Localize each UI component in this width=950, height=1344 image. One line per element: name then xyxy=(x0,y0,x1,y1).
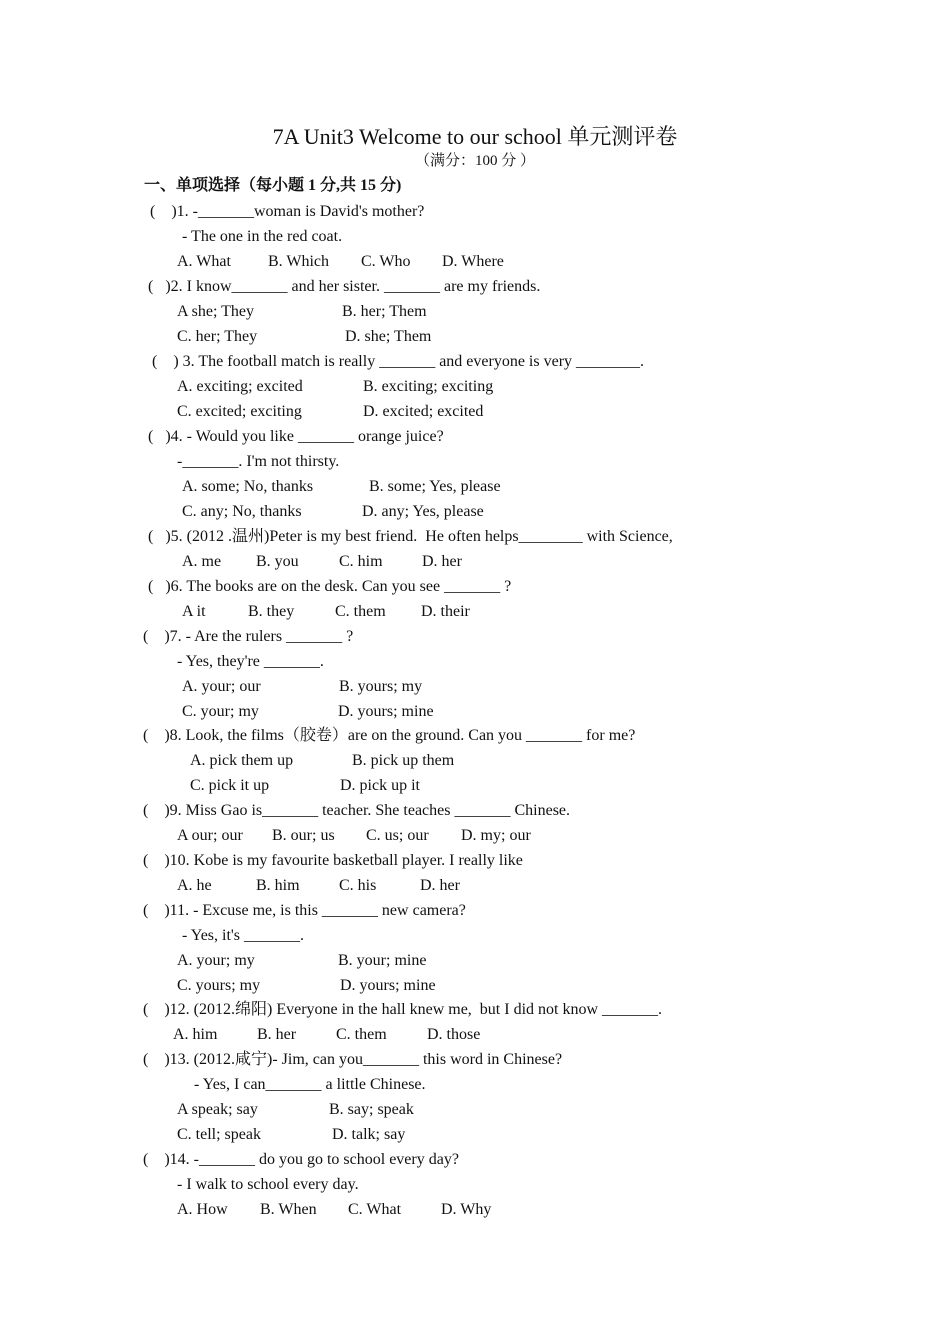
option-b: B. him xyxy=(256,877,300,894)
question-line: - Yes, it's _______. xyxy=(182,927,305,944)
option-b: B. say; speak xyxy=(329,1101,414,1118)
option-c: C. them xyxy=(335,603,386,620)
question-stem: ( )10. Kobe is my favourite basketball player. I really like xyxy=(143,852,523,869)
option-a: A. pick them up xyxy=(190,752,294,769)
question-stem: ( )12. (2012.绵阳) Everyone in the hall knew me, but I did not know _______. xyxy=(143,1001,663,1018)
question-stem: ( )13. (2012.咸宁)- Jim, can you_______ this word in Chinese? xyxy=(143,1051,563,1068)
option-b: B. her xyxy=(257,1026,297,1043)
option-c: C. any; No, thanks xyxy=(182,503,302,520)
question-stem: ( )11. - Excuse me, is this _______ new camera? xyxy=(143,902,466,919)
option-d: D. pick up it xyxy=(340,777,420,794)
option-d: D. Why xyxy=(441,1201,492,1218)
question-stem: ( )2. I know_______ and her sister. _______ are my friends. xyxy=(148,278,541,295)
option-c: C. us; our xyxy=(366,827,429,844)
option-c: C. tell; speak xyxy=(177,1126,261,1143)
option-a: A. some; No, thanks xyxy=(182,478,314,495)
option-c: C. your; my xyxy=(182,703,259,720)
option-b: B. your; mine xyxy=(338,952,427,969)
question-stem: ( ) 3. The football match is really _______ and everyone is very ________. xyxy=(152,353,645,370)
option-b: B. When xyxy=(260,1201,317,1218)
question-line: - The one in the red coat. xyxy=(182,228,343,245)
question-stem: ( )4. - Would you like _______ orange juice? xyxy=(148,428,444,445)
option-c: C. What xyxy=(348,1201,402,1218)
option-a: A. exciting; excited xyxy=(177,378,303,395)
option-d: D. their xyxy=(421,603,470,620)
option-b: B. they xyxy=(248,603,295,620)
full-score-note: （满分：100 分 ） xyxy=(414,153,535,169)
option-d: D. yours; mine xyxy=(338,703,434,720)
option-d: D. any; Yes, please xyxy=(362,503,484,520)
question-stem: ( )6. The books are on the desk. Can you see _______ ? xyxy=(148,578,512,595)
option-b: B. pick up them xyxy=(352,752,455,769)
option-c: C. yours; my xyxy=(177,977,261,994)
question-stem: ( )7. - Are the rulers _______ ? xyxy=(143,628,354,645)
option-a: A it xyxy=(182,603,206,620)
option-b: B. her; Them xyxy=(342,303,427,320)
option-d: D. my; our xyxy=(461,827,531,844)
option-d: D. talk; say xyxy=(332,1126,406,1143)
option-b: B. Which xyxy=(268,253,330,270)
question-line: - Yes, they're _______. xyxy=(177,653,324,670)
option-d: D. yours; mine xyxy=(340,977,436,994)
option-a: A our; our xyxy=(177,827,243,844)
option-a: A. me xyxy=(182,553,222,570)
section-heading: 一、单项选择（每小题 1 分,共 15 分) xyxy=(144,177,402,194)
page-title: 7A Unit3 Welcome to our school 单元测评卷 xyxy=(272,124,678,149)
option-d: D. excited; excited xyxy=(363,403,484,420)
question-line: - I walk to school every day. xyxy=(177,1176,359,1193)
question-stem: ( )9. Miss Gao is_______ teacher. She teaches _______ Chinese. xyxy=(143,802,571,819)
option-c: C. her; They xyxy=(177,328,258,345)
option-b: B. our; us xyxy=(272,827,335,844)
option-a: A. your; my xyxy=(177,952,255,969)
option-a: A. How xyxy=(177,1201,228,1218)
option-b: B. some; Yes, please xyxy=(369,478,501,495)
option-a: A. your; our xyxy=(182,678,261,695)
option-d: D. Where xyxy=(442,253,504,270)
option-c: C. Who xyxy=(361,253,411,270)
option-b: B. exciting; exciting xyxy=(363,378,494,395)
option-d: D. she; Them xyxy=(345,328,432,345)
question-stem: ( )14. -_______ do you go to school every day? xyxy=(143,1151,459,1168)
option-d: D. her xyxy=(422,553,462,570)
option-b: B. yours; my xyxy=(339,678,423,695)
question-line: -_______. I'm not thirsty. xyxy=(177,453,340,470)
option-a: A speak; say xyxy=(177,1101,258,1118)
option-c: C. his xyxy=(339,877,377,894)
question-line: - Yes, I can_______ a little Chinese. xyxy=(194,1076,426,1093)
option-b: B. you xyxy=(256,553,299,570)
option-a: A. he xyxy=(177,877,212,894)
option-a: A. him xyxy=(173,1026,218,1043)
question-stem: ( )8. Look, the films（胶卷）are on the ground. Can you _______ for me? xyxy=(143,727,636,744)
option-a: A. What xyxy=(177,253,231,270)
option-c: C. excited; exciting xyxy=(177,403,302,420)
option-d: D. her xyxy=(420,877,460,894)
question-stem: ( )1. -_______woman is David's mother? xyxy=(150,203,425,220)
option-d: D. those xyxy=(427,1026,481,1043)
option-c: C. him xyxy=(339,553,383,570)
option-a: A she; They xyxy=(177,303,255,320)
option-c: C. pick it up xyxy=(190,777,270,794)
question-stem: ( )5. (2012 .温州)Peter is my best friend. He often helps________ with Science, xyxy=(148,528,673,545)
option-c: C. them xyxy=(336,1026,387,1043)
